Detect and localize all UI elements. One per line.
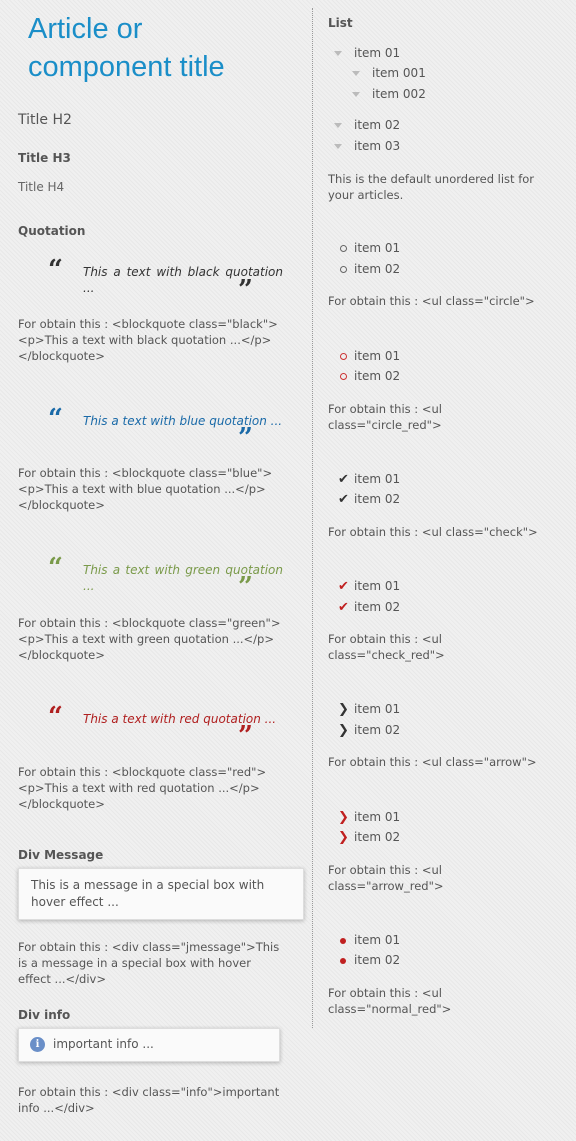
red-arrow-icon: ❯ — [338, 830, 349, 845]
blockquote-red: This a text with red quotation ... — [83, 712, 277, 726]
triangle-bullet-icon — [334, 51, 342, 56]
red-dot-bullet-icon — [340, 938, 346, 944]
red-check-icon: ✔ — [338, 600, 349, 615]
list-item: item 002 — [346, 84, 426, 104]
message-box[interactable]: This is a message in a special box with hover effect ... — [18, 868, 304, 920]
triangle-bullet-icon — [334, 123, 342, 128]
circle-bullet-icon — [340, 266, 347, 273]
quotation-heading: Quotation — [18, 224, 86, 238]
arrow-icon: ❯ — [338, 723, 349, 738]
red-dot-bullet-icon — [340, 958, 346, 964]
triangle-bullet-icon — [334, 144, 342, 149]
open-quote-icon: “ — [48, 553, 63, 583]
red-circle-bullet-icon — [340, 353, 347, 360]
list-item: ❯ item 01 — [328, 807, 400, 827]
open-quote-icon: “ — [48, 702, 63, 732]
list-item: item 01 — [328, 346, 400, 366]
list-item: item 01 — [328, 930, 400, 950]
div-info-heading: Div info — [18, 1008, 71, 1022]
open-quote-icon: “ — [48, 404, 63, 434]
div-message-heading: Div Message — [18, 848, 104, 862]
red-circle-bullet-icon — [340, 373, 347, 380]
list-item: ✔ item 01 — [328, 576, 400, 596]
triangle-bullet-icon — [352, 71, 360, 76]
info-icon: i — [30, 1037, 45, 1052]
list-item: item 01 — [328, 238, 400, 258]
list-item: item 02 — [328, 115, 400, 135]
list-item: ❯ item 01 — [328, 699, 400, 719]
circle-bullet-icon — [340, 245, 347, 252]
message-code: For obtain this : <div class="jmessage">This is a message in a special box with hover effect ...</div> — [18, 940, 280, 986]
title-h4: Title H4 — [18, 180, 65, 194]
info-text: important info ... — [53, 1037, 154, 1051]
title-h2: Title H2 — [18, 112, 72, 128]
close-quote-icon: ” — [238, 275, 253, 305]
list-item: item 02 — [328, 366, 400, 386]
blockquote-green-code: For obtain this : <blockquote class="green"><p>This a text with green quotation ...</p></blockquote> — [18, 616, 281, 662]
check-red-list-code: For obtain this : <ul class="check_red"> — [328, 632, 445, 662]
column-divider — [312, 8, 313, 1028]
article-title: Article or component title — [28, 13, 225, 83]
list-item: ✔ item 02 — [328, 489, 400, 509]
arrow-icon: ❯ — [338, 702, 349, 717]
check-icon: ✔ — [338, 492, 349, 507]
list-heading: List — [328, 16, 353, 30]
red-arrow-icon: ❯ — [338, 810, 349, 825]
triangle-bullet-icon — [352, 92, 360, 97]
list-item: ✔ item 02 — [328, 597, 400, 617]
blockquote-black-code: For obtain this : <blockquote class="black"><p>This a text with black quotation ...</p></blockquote> — [18, 317, 278, 363]
open-quote-icon: “ — [48, 255, 63, 285]
close-quote-icon: ” — [238, 572, 253, 602]
info-box — [18, 1028, 280, 1062]
title-h3: Title H3 — [18, 151, 71, 165]
list-item: item 001 — [346, 63, 426, 83]
blockquote-green: This a text with green quotation ... — [83, 563, 283, 593]
blockquote-black: This a text with black quotation ... — [83, 265, 283, 295]
list-item: item 02 — [328, 259, 400, 279]
blockquote-red-code: For obtain this : <blockquote class="red"><p>This a text with red quotation ...</p></blockquote> — [18, 765, 267, 811]
check-list-code: For obtain this : <ul class="check"> — [328, 525, 538, 539]
list-item: ❯ item 02 — [328, 720, 400, 740]
blockquote-blue-code: For obtain this : <blockquote class="blue"><p>This a text with blue quotation ...</p></blockquote> — [18, 466, 273, 512]
close-quote-icon: ” — [238, 423, 253, 453]
list-item: ✔ item 01 — [328, 469, 400, 489]
default-list-description: This is the default unordered list for your articles. — [328, 172, 535, 202]
red-check-icon: ✔ — [338, 579, 349, 594]
blockquote-blue: This a text with blue quotation ... — [83, 414, 283, 428]
check-icon: ✔ — [338, 472, 349, 487]
list-item: ❯ item 02 — [328, 827, 400, 847]
arrow-red-list-code: For obtain this : <ul class="arrow_red"> — [328, 863, 444, 893]
info-code: For obtain this : <div class="info">important info ...</div> — [18, 1085, 280, 1115]
normal-red-list-code: For obtain this : <ul class="normal_red"> — [328, 986, 452, 1016]
close-quote-icon: ” — [238, 721, 253, 751]
arrow-list-code: For obtain this : <ul class="arrow"> — [328, 755, 537, 769]
list-item: item 02 — [328, 950, 400, 970]
list-item: item 03 — [328, 136, 400, 156]
circle-red-list-code: For obtain this : <ul class="circle_red"> — [328, 402, 442, 432]
list-item: item 01 — [328, 43, 400, 63]
circle-list-code: For obtain this : <ul class="circle"> — [328, 294, 535, 308]
